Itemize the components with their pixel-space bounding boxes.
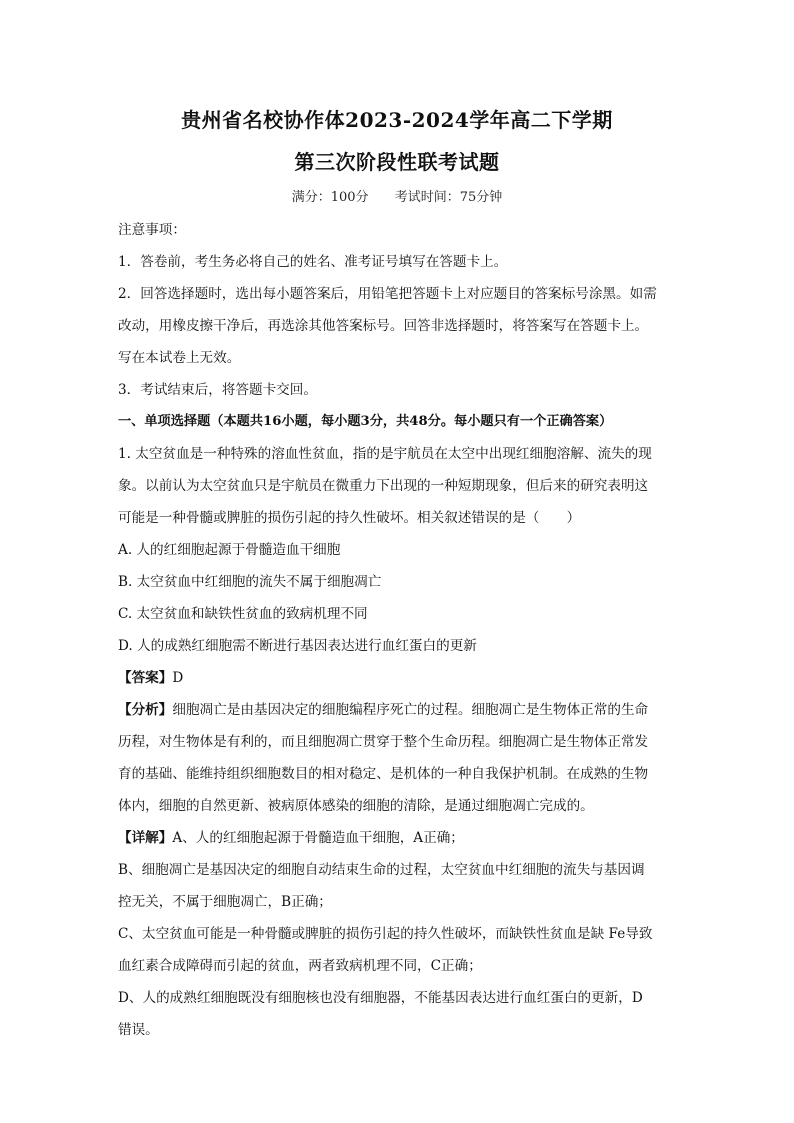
exam-time: 考试时间：75分钟 [394,190,503,205]
analysis-line3: 育的基础、能维持组织细胞数目的相对稳定、是机体的一种自我保护机制。在成熟的生物 [118,766,649,782]
notice-item-1: 1．答卷前，考生务必将自己的姓名、准考证号填写在答题卡上。 [118,254,508,270]
detail-d-line2: 错误。 [118,1022,159,1038]
option-d: D. 人的成熟红细胞需不断进行基因表达进行血红蛋白的更新 [118,638,477,654]
full-score: 满分：100分 [291,190,369,205]
detail-c-line2: 血红素合成障碍而引起的贫血，两者致病机理不同，C正确； [118,958,482,974]
analysis-line2: 历程，对生物体是有利的，而且细胞凋亡贯穿于整个生命历程。细胞凋亡是生物体正常发 [118,734,649,750]
notice-item-2-line2: 改动，用橡皮擦干净后，再选涂其他答案标号。回答非选择题时，将答案写在答题卡上。 [118,318,649,334]
section-heading: 一、单项选择题（本题共16小题，每小题3分，共48分。每小题只有一个正确答案） [118,414,613,429]
answer-tag: 【答案】 [118,670,173,686]
detail-d-line1: D、人的成熟红细胞既没有细胞核也没有细胞器，不能基因表达进行血红蛋白的更新，D [118,990,643,1006]
exam-meta [0,186,794,205]
option-c: C. 太空贫血和缺铁性贫血的致病机理不同 [118,606,368,622]
question-stem-line2: 象。以前认为太空贫血只是宇航员在微重力下出现的一种短期现象，但后来的研究表明这 [118,478,649,494]
detail-b-line2: 控无关，不属于细胞凋亡，B正确； [118,894,332,910]
detail-c-line1: C、太空贫血可能是一种骨髓或脾脏的损伤引起的持久性破坏，而缺铁性贫血是缺 Fe导致 [118,926,653,942]
notice-heading: 注意事项： [118,222,186,238]
option-a: A. 人的红细胞起源于骨髓造血干细胞 [118,542,341,558]
analysis-line1 [118,694,680,726]
answer-value: D [172,670,184,686]
exam-title-line1: 贵州省名校协作体2023-2024学年高二下学期 [181,108,613,132]
notice-item-2-line3: 写在本试卷上无效。 [118,350,241,366]
exam-body [118,214,680,1046]
question-stem-line1: 1. 太空贫血是一种特殊的溶血性贫血，指的是宇航员在太空中出现红细胞溶解、流失的现 [118,446,652,462]
analysis-text-1: 细胞凋亡是由基因决定的细胞编程序死亡的过程。细胞凋亡是生物体正常的生命 [172,702,649,718]
question-stem-line3: 可能是一种骨髓或脾脏的损伤引起的持久性破坏。相关叙述错误的是（ ） [118,510,581,526]
analysis-tag: 【分析】 [118,702,173,718]
exam-title-line2: 第三次阶段性联考试题 [294,150,500,174]
detail-tag: 【详解】 [118,830,173,846]
notice-item-3: 3．考试结束后，将答题卡交回。 [118,382,317,398]
option-b: B. 太空贫血中红细胞的流失不属于细胞凋亡 [118,574,382,590]
detail-a-text: A、人的红细胞起源于骨髓造血干细胞，A正确； [172,830,464,846]
notice-item-2-line1: 2．回答选择题时，选出每小题答案后，用铅笔把答题卡上对应题目的答案标号涂黑。如需 [118,286,657,302]
answer-line [118,662,680,694]
analysis-line4: 体内，细胞的自然更新、被病原体感染的细胞的清除，是通过细胞凋亡完成的。 [118,798,594,814]
detail-b-line1: B、细胞凋亡是基因决定的细胞自动结束生命的过程，太空贫血中红细胞的流失与基因调 [118,862,645,878]
detail-line-a [118,822,680,854]
